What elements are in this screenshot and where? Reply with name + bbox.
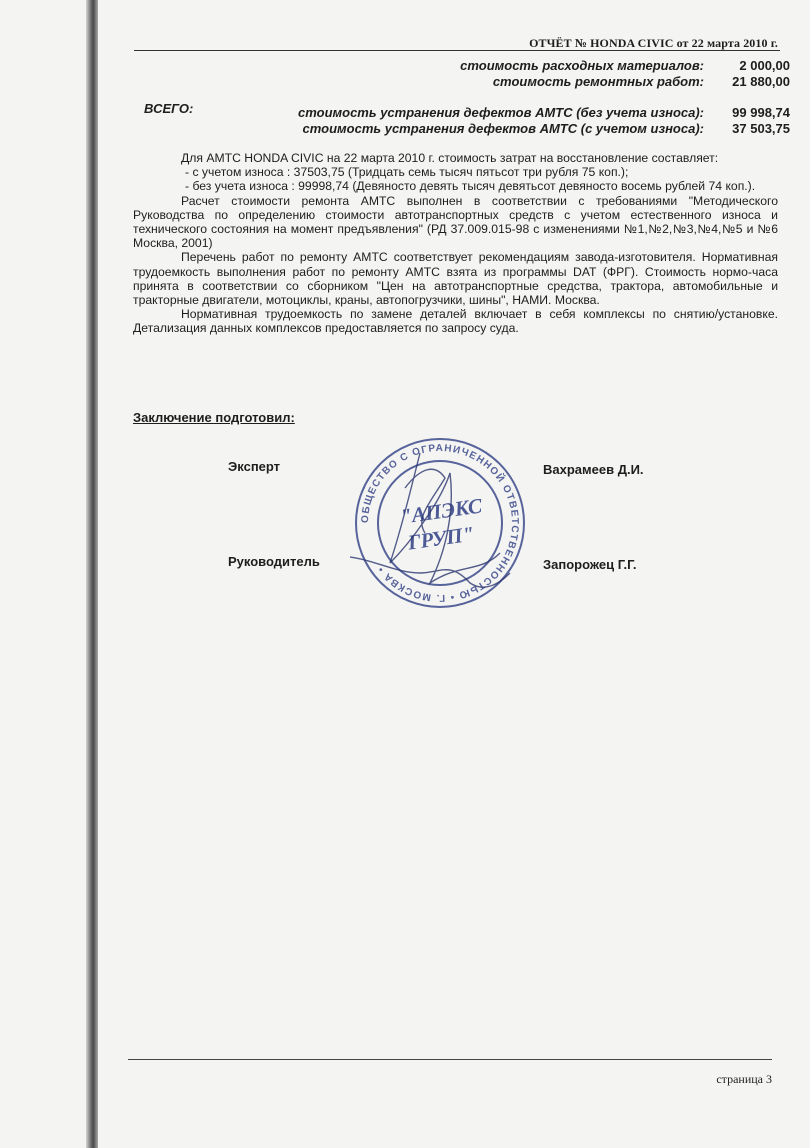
repair-cost-label: стоимость ремонтных работ: bbox=[492, 74, 704, 89]
head-name: Запорожец Г.Г. bbox=[543, 557, 637, 572]
materials-cost-label: стоимость расходных материалов: bbox=[460, 58, 704, 73]
expert-role: Эксперт bbox=[228, 459, 281, 474]
total-no-wear-label: стоимость устранения дефектов АМТС (без учета износа): bbox=[298, 105, 704, 120]
paragraph-methodology: Расчет стоимости ремонта АМТС выполнен в соответствии с требованиями "Методического Руководства по определению стоимости автотранспортных средств с учетом естественного износа и технического состояния на момент предъявления" (РД 37.009.015-98 с изменениями №1,№2,№3,№4,№5 и №6 Москва, 2001) bbox=[133, 193, 778, 251]
materials-cost-value: 2 000,00 bbox=[739, 58, 790, 73]
total-no-wear-value: 99 998,74 bbox=[732, 105, 790, 120]
footer-divider bbox=[128, 1059, 772, 1060]
seal-center-line2: ГРУП" bbox=[406, 521, 476, 555]
head-role: Руководитель bbox=[228, 554, 320, 569]
conclusion-title: Заключение подготовил: bbox=[133, 410, 295, 425]
report-header: ОТЧЁТ № HONDA CIVIC от 22 марта 2010 г. bbox=[529, 36, 778, 50]
seal-outer-text: ОБЩЕСТВО С ОГРАНИЧЕННОЙ ОТВЕТСТВЕННОСТЬЮ • Г. МОСКВА • bbox=[359, 442, 521, 604]
paragraph-labor-norms: Нормативная трудоемкость по замене деталей включает в себя комплексы по снятию/установке. Детализация данных комплексов предоставляется по запросу суда. bbox=[133, 307, 778, 336]
bullet-no-wear bbox=[133, 179, 778, 193]
bullet-with-wear: - с учетом износа : 37503,75 (Тридцать семь тысяч пятьсот три рубля 75 коп.); bbox=[185, 165, 629, 180]
page-number: страница 3 bbox=[716, 1072, 772, 1086]
paragraph-works-list: Перечень работ по ремонту АМТС соответствует рекомендациям завода-изготовителя. Нормативная трудоемкость выполнения работ по ремонту АМТС взята из программы DAT (ФРГ). Стоимость нормо-часа принята в соответствии со сборником "Цен на автотранспортные средства, трактора, автомобильные и тракторные двигатели, мотоциклы, краны, автопогрузчики, шины", НАМИ. Москва. bbox=[133, 250, 778, 308]
company-seal-stamp bbox=[350, 433, 530, 613]
total-heading: ВСЕГО: bbox=[144, 101, 194, 116]
seal-center-line1: "АПЭКС bbox=[398, 493, 484, 529]
body-text bbox=[133, 151, 778, 336]
bullet-no-wear-text: - без учета износа : 99998,74 (Девяносто девять тысяч девятьсот девяносто восемь рублей 74 коп.). bbox=[185, 179, 756, 194]
total-with-wear-label: стоимость устранения дефектов АМТС (с учетом износа): bbox=[302, 121, 704, 136]
expert-name: Вахрамеев Д.И. bbox=[543, 462, 644, 477]
paragraph-cost-intro: Для АМТС HONDA CIVIC на 22 марта 2010 г. стоимость затрат на восстановление составляет: bbox=[181, 151, 719, 165]
repair-cost-value: 21 880,00 bbox=[732, 74, 790, 89]
header-divider bbox=[134, 50, 780, 51]
total-with-wear-value: 37 503,75 bbox=[732, 121, 790, 136]
scan-edge-shadow bbox=[86, 0, 98, 1148]
